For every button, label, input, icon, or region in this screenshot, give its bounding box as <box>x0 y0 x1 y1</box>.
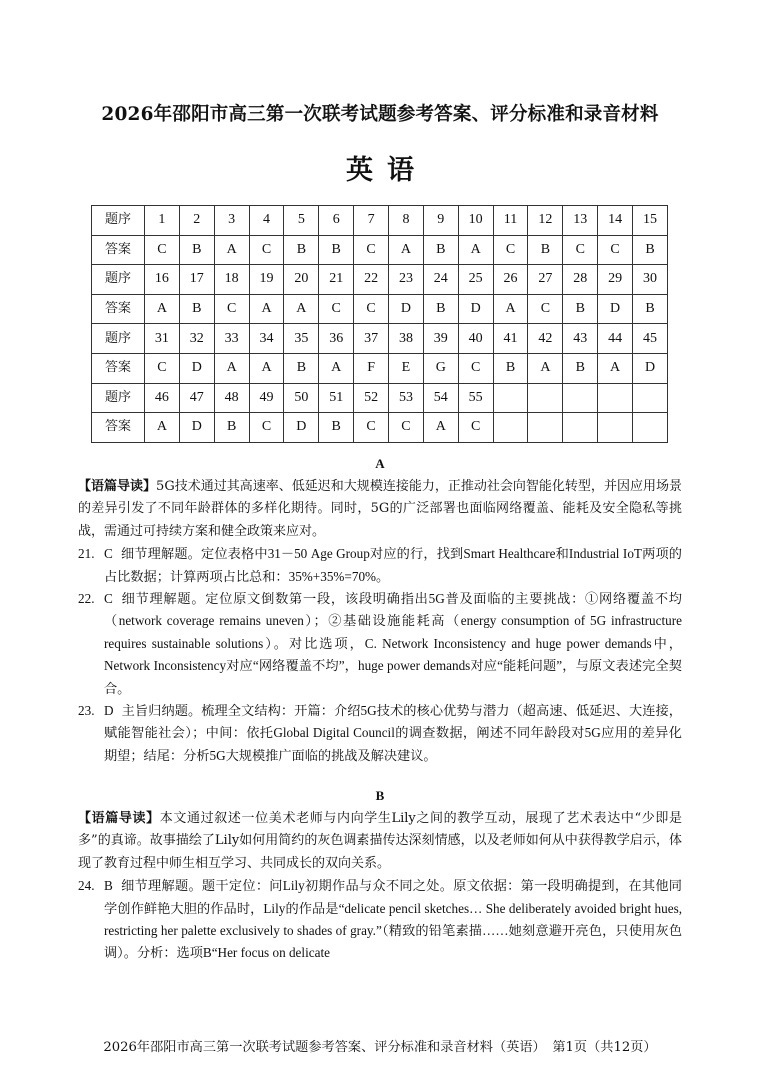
section-b-intro <box>78 808 682 875</box>
answer-cell: B <box>423 294 458 324</box>
question-number-cell: 36 <box>319 324 354 354</box>
question-number-cell: 26 <box>493 265 528 295</box>
item-key: C <box>104 591 113 607</box>
question-number-cell: 35 <box>284 324 319 354</box>
intro-text: 本文通过叙述一位美术老师与内向学生Lily之间的教学互动，展现了艺术表达中“少即是多”的真谛。故事描绘了Lily如何用简约的灰色调素描传达深刻情感，以及老师如何从中获得教学启示，体现了教育过程中师生相互学习、共同成长的双向关系。 <box>78 811 682 871</box>
answer-cell: C <box>145 353 180 383</box>
answer-explanation <box>78 588 682 700</box>
intro-text: 5G技术通过其高速率、低延迟和大规模连接能力，正推动社会向智能化转型，并因应用场景的差异引发了不同年龄群体的多样化期待。同时，5G的广泛部署也面临网络覆盖、能耗及安全隐私等挑战，需通过可持续方案和健全政策来应对。 <box>78 479 682 539</box>
answer-cell: B <box>179 294 214 324</box>
question-number-cell: 19 <box>249 265 284 295</box>
answer-cell: C <box>354 235 389 265</box>
answer-cell: B <box>319 235 354 265</box>
row-label: 答案 <box>92 294 145 324</box>
answer-cell: B <box>563 353 598 383</box>
question-number-cell: 43 <box>563 324 598 354</box>
question-number-cell: 12 <box>528 206 563 236</box>
question-number-cell: 25 <box>458 265 493 295</box>
answer-cell: B <box>319 413 354 443</box>
answer-cell: B <box>563 294 598 324</box>
answer-cell: A <box>284 294 319 324</box>
question-number-cell: 17 <box>179 265 214 295</box>
answer-cell: B <box>284 235 319 265</box>
answer-cell: C <box>458 353 493 383</box>
answer-cell: D <box>284 413 319 443</box>
item-key: C <box>104 546 113 562</box>
question-number-cell: 2 <box>179 206 214 236</box>
question-number-cell: 39 <box>423 324 458 354</box>
answer-cell: C <box>389 413 424 443</box>
question-number-cell: 31 <box>145 324 180 354</box>
question-number-cell: 45 <box>633 324 668 354</box>
question-number-cell: 33 <box>214 324 249 354</box>
question-number-cell: 20 <box>284 265 319 295</box>
question-number-cell: 21 <box>319 265 354 295</box>
answer-cell: G <box>423 353 458 383</box>
answer-cell <box>493 413 528 443</box>
question-number-cell: 38 <box>389 324 424 354</box>
answer-cell <box>563 413 598 443</box>
question-number-cell: 27 <box>528 265 563 295</box>
question-number-row <box>92 383 668 413</box>
question-number-cell: 47 <box>179 383 214 413</box>
question-number-cell: 34 <box>249 324 284 354</box>
answer-cell: C <box>249 235 284 265</box>
answer-cell: E <box>389 353 424 383</box>
question-number-cell: 15 <box>633 206 668 236</box>
item-key: B <box>104 878 113 894</box>
answer-cell: A <box>528 353 563 383</box>
question-number-cell: 52 <box>354 383 389 413</box>
answer-cell: C <box>319 294 354 324</box>
answer-cell: A <box>458 235 493 265</box>
answer-cell: D <box>179 413 214 443</box>
answer-cell: A <box>598 353 633 383</box>
question-number-cell: 16 <box>145 265 180 295</box>
question-number-cell: 7 <box>354 206 389 236</box>
question-number-cell: 48 <box>214 383 249 413</box>
question-number-cell: 6 <box>319 206 354 236</box>
row-label: 答案 <box>92 413 145 443</box>
answer-cell: B <box>633 235 668 265</box>
answer-cell: B <box>493 353 528 383</box>
question-number-row <box>92 324 668 354</box>
answer-cell: B <box>214 413 249 443</box>
question-number-cell: 53 <box>389 383 424 413</box>
answer-cell: C <box>528 294 563 324</box>
item-number: 21. <box>78 546 95 562</box>
answer-cell: A <box>389 235 424 265</box>
question-number-cell: 32 <box>179 324 214 354</box>
item-text: 细节理解题。题干定位：问Lily初期作品与众不同之处。原文依据：第一段明确提到，在其他同学创作鲜艳大胆的作品时，Lily的作品是“delicate pencil sketches… She deliberately avoided bright hues, restricting her palette exclusively to shades of gray.”（精致的铅笔素描……她刻意避开亮色，只使用灰色调）。分析：选项B“Her focus on delicate <box>104 878 682 961</box>
answer-cell: A <box>249 353 284 383</box>
row-label: 答案 <box>92 353 145 383</box>
answer-cell: D <box>179 353 214 383</box>
item-key: D <box>104 703 114 719</box>
answer-row <box>92 353 668 383</box>
question-number-cell: 18 <box>214 265 249 295</box>
question-number-cell: 51 <box>319 383 354 413</box>
item-number: 22. <box>78 591 95 607</box>
section-a-content <box>78 476 682 767</box>
answer-cell: C <box>598 235 633 265</box>
section-b-heading: B <box>375 788 385 803</box>
row-label: 答案 <box>92 235 145 265</box>
question-number-cell: 37 <box>354 324 389 354</box>
answer-cell: C <box>493 235 528 265</box>
answer-cell: D <box>633 353 668 383</box>
question-number-cell: 41 <box>493 324 528 354</box>
answer-cell: C <box>249 413 284 443</box>
item-text: 主旨归纳题。梳理全文结构：开篇：介绍5G技术的核心优势与潜力（超高速、低延迟、大连接，赋能智能社会）；中间：依托Global Digital Council的调查数据，阐述不同年龄段对5G应用的差异化期望；结尾：分析5G大规模推广面临的挑战及解决建议。 <box>104 703 682 763</box>
answer-cell: B <box>423 235 458 265</box>
item-number: 23. <box>78 703 95 719</box>
question-number-row <box>92 265 668 295</box>
subject-heading: 英语 <box>346 155 428 186</box>
question-number-cell: 10 <box>458 206 493 236</box>
intro-tag: 【语篇导读】 <box>78 811 160 826</box>
answer-cell: B <box>528 235 563 265</box>
answer-cell <box>598 413 633 443</box>
answer-cell: A <box>145 413 180 443</box>
answer-cell: C <box>458 413 493 443</box>
question-number-cell: 5 <box>284 206 319 236</box>
row-label: 题序 <box>92 265 145 295</box>
question-number-cell: 4 <box>249 206 284 236</box>
question-number-cell <box>563 383 598 413</box>
answer-row <box>92 413 668 443</box>
question-number-cell: 44 <box>598 324 633 354</box>
page-footer: 2026年邵阳市高三第一次联考试题参考答案、评分标准和录音材料（英语） 第1页（共12页） <box>103 1040 657 1055</box>
question-number-cell: 13 <box>563 206 598 236</box>
question-number-cell <box>493 383 528 413</box>
question-number-cell: 3 <box>214 206 249 236</box>
item-text: 细节理解题。定位原文倒数第一段，该段明确指出5G普及面临的主要挑战：①网络覆盖不均（network coverage remains uneven）；②基础设施能耗高（energy consumption of 5G infrastructure requires sustainable solutions）。对比选项，C. Network Inconsistency and huge power demands中，Network Inconsistency对应“网络覆盖不均”，huge power demands对应“能耗问题”，与原文表述完全契合。 <box>104 591 682 696</box>
question-number-cell: 14 <box>598 206 633 236</box>
question-number-cell: 11 <box>493 206 528 236</box>
question-number-cell: 8 <box>389 206 424 236</box>
question-number-cell: 55 <box>458 383 493 413</box>
question-number-cell: 54 <box>423 383 458 413</box>
row-label: 题序 <box>92 206 145 236</box>
question-number-cell <box>528 383 563 413</box>
answer-cell <box>528 413 563 443</box>
answer-cell: A <box>493 294 528 324</box>
answer-cell: D <box>598 294 633 324</box>
answer-cell: A <box>249 294 284 324</box>
answer-row <box>92 235 668 265</box>
row-label: 题序 <box>92 383 145 413</box>
question-number-cell: 9 <box>423 206 458 236</box>
row-label: 题序 <box>92 324 145 354</box>
question-number-cell <box>598 383 633 413</box>
item-number: 24. <box>78 878 95 894</box>
answer-cell: A <box>423 413 458 443</box>
answer-cell: C <box>354 413 389 443</box>
answer-table <box>91 205 668 443</box>
question-number-cell <box>633 383 668 413</box>
answer-cell: F <box>354 353 389 383</box>
answer-cell <box>633 413 668 443</box>
question-number-cell: 1 <box>145 206 180 236</box>
question-number-cell: 50 <box>284 383 319 413</box>
question-number-row <box>92 206 668 236</box>
question-number-cell: 40 <box>458 324 493 354</box>
intro-tag: 【语篇导读】 <box>78 479 157 494</box>
answer-cell: B <box>633 294 668 324</box>
question-number-cell: 46 <box>145 383 180 413</box>
question-number-cell: 30 <box>633 265 668 295</box>
answer-cell: A <box>319 353 354 383</box>
question-number-cell: 29 <box>598 265 633 295</box>
section-a-heading: A <box>375 456 385 471</box>
question-number-cell: 24 <box>423 265 458 295</box>
document-title: 2026年邵阳市高三第一次联考试题参考答案、评分标准和录音材料 <box>101 104 659 125</box>
question-number-cell: 22 <box>354 265 389 295</box>
answer-explanation <box>78 700 682 767</box>
question-number-cell: 42 <box>528 324 563 354</box>
section-a-intro <box>78 476 682 543</box>
answer-cell: B <box>284 353 319 383</box>
answer-cell: A <box>145 294 180 324</box>
answer-cell: D <box>458 294 493 324</box>
answer-cell: A <box>214 353 249 383</box>
answer-cell: C <box>214 294 249 324</box>
question-number-cell: 23 <box>389 265 424 295</box>
section-b-content <box>78 808 682 965</box>
answer-explanation <box>78 875 682 965</box>
answer-cell: A <box>214 235 249 265</box>
answer-cell: D <box>389 294 424 324</box>
question-number-cell: 49 <box>249 383 284 413</box>
answer-cell: B <box>179 235 214 265</box>
answer-cell: C <box>145 235 180 265</box>
answer-row <box>92 294 668 324</box>
answer-explanation <box>78 543 682 588</box>
item-text: 细节理解题。定位表格中31－50 Age Group对应的行，找到Smart Healthcare和Industrial IoT两项的占比数据；计算两项占比总和：35%+35%=70%。 <box>104 546 682 584</box>
answer-cell: C <box>563 235 598 265</box>
question-number-cell: 28 <box>563 265 598 295</box>
answer-cell: C <box>354 294 389 324</box>
